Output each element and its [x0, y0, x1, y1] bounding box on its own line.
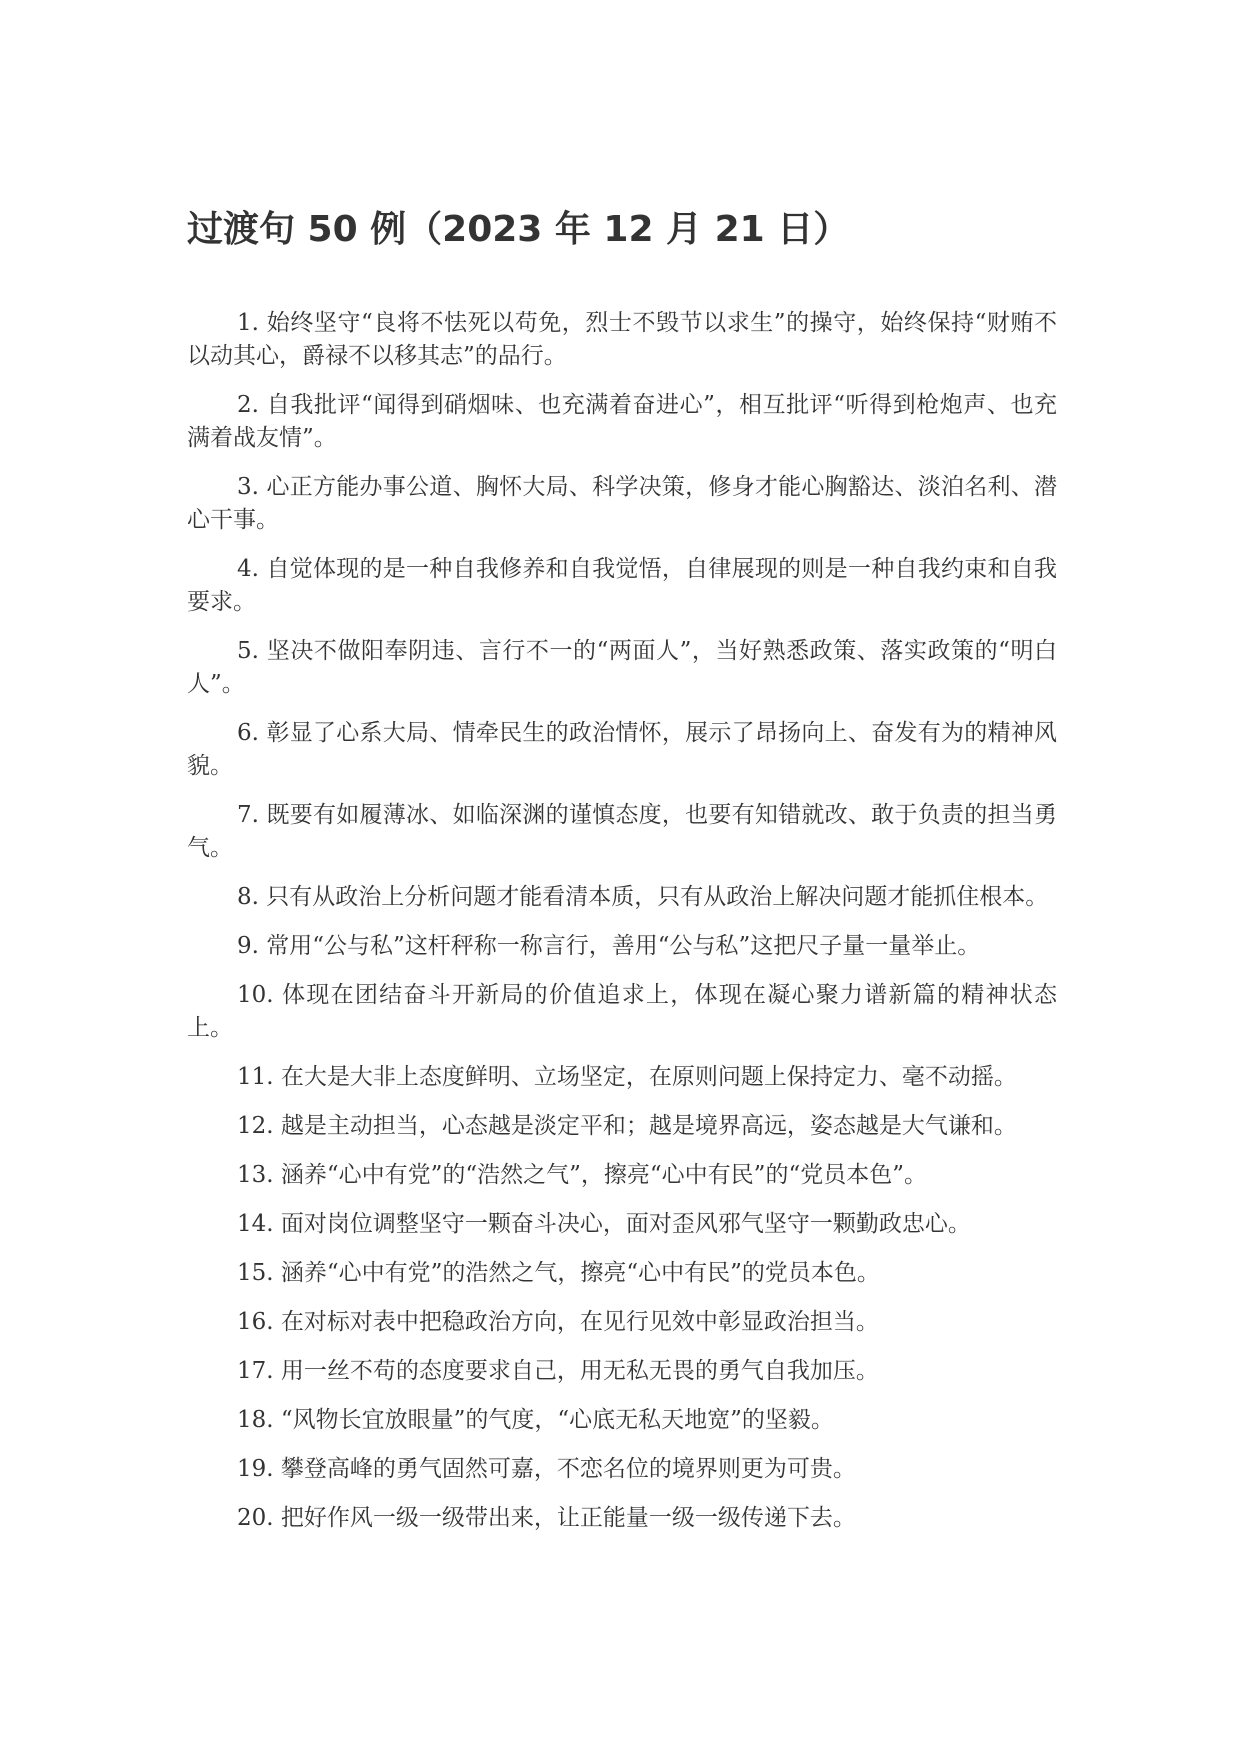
list-item: 1. 始终坚守“良将不怯死以苟免，烈士不毁节以求生”的操守，始终保持“财贿不以动其心，爵禄不以移其志”的品行。 [187, 310, 1057, 369]
list-item: 3. 心正方能办事公道、胸怀大局、科学决策，修身才能心胸豁达、淡泊名利、潜心干事。 [187, 474, 1057, 533]
list-item: 7. 既要有如履薄冰、如临深渊的谨慎态度，也要有知错就改、敢于负责的担当勇气。 [187, 802, 1057, 861]
list-item: 20. 把好作风一级一级带出来，让正能量一级一级传递下去。 [237, 1505, 856, 1531]
list-item: 2. 自我批评“闻得到硝烟味、也充满着奋进心”，相互批评“听得到枪炮声、也充满着战友情”。 [187, 392, 1057, 451]
list-item: 8. 只有从政治上分析问题才能看清本质，只有从政治上解决问题才能抓住根本。 [237, 884, 1049, 910]
list-item: 17. 用一丝不苟的态度要求自己，用无私无畏的勇气自我加压。 [237, 1358, 879, 1384]
list-item: 10. 体现在团结奋斗开新局的价值追求上，体现在凝心聚力谱新篇的精神状态上。 [187, 982, 1057, 1041]
document-title: 过渡句 50 例（2023 年 12 月 21 日） [187, 209, 850, 250]
list-item: 12. 越是主动担当，心态越是淡定平和；越是境界高远，姿态越是大气谦和。 [237, 1113, 1017, 1139]
list-item: 11. 在大是大非上态度鲜明、立场坚定，在原则问题上保持定力、毫不动摇。 [237, 1064, 1017, 1090]
sentence-list [187, 307, 1057, 1551]
list-item: 5. 坚决不做阳奉阴违、言行不一的“两面人”，当好熟悉政策、落实政策的“明白人”。 [187, 638, 1057, 697]
list-item: 13. 涵养“心中有党”的“浩然之气”，擦亮“心中有民”的“党员本色”。 [237, 1162, 927, 1188]
list-item: 15. 涵养“心中有党”的浩然之气，擦亮“心中有民”的党员本色。 [237, 1260, 880, 1286]
list-item: 16. 在对标对表中把稳政治方向，在见行见效中彰显政治担当。 [237, 1309, 879, 1335]
list-item: 14. 面对岗位调整坚守一颗奋斗决心，面对歪风邪气坚守一颗勤政忠心。 [237, 1211, 971, 1237]
list-item: 18. “风物长宜放眼量”的气度，“心底无私天地宽”的坚毅。 [237, 1407, 834, 1433]
list-item: 4. 自觉体现的是一种自我修养和自我觉悟，自律展现的则是一种自我约束和自我要求。 [187, 556, 1057, 615]
list-item: 9. 常用“公与私”这杆秤称一称言行，善用“公与私”这把尺子量一量举止。 [237, 933, 981, 959]
list-item: 19. 攀登高峰的勇气固然可嘉，不恋名位的境界则更为可贵。 [237, 1456, 856, 1482]
list-item: 6. 彰显了心系大局、情牵民生的政治情怀，展示了昂扬向上、奋发有为的精神风貌。 [187, 720, 1057, 779]
